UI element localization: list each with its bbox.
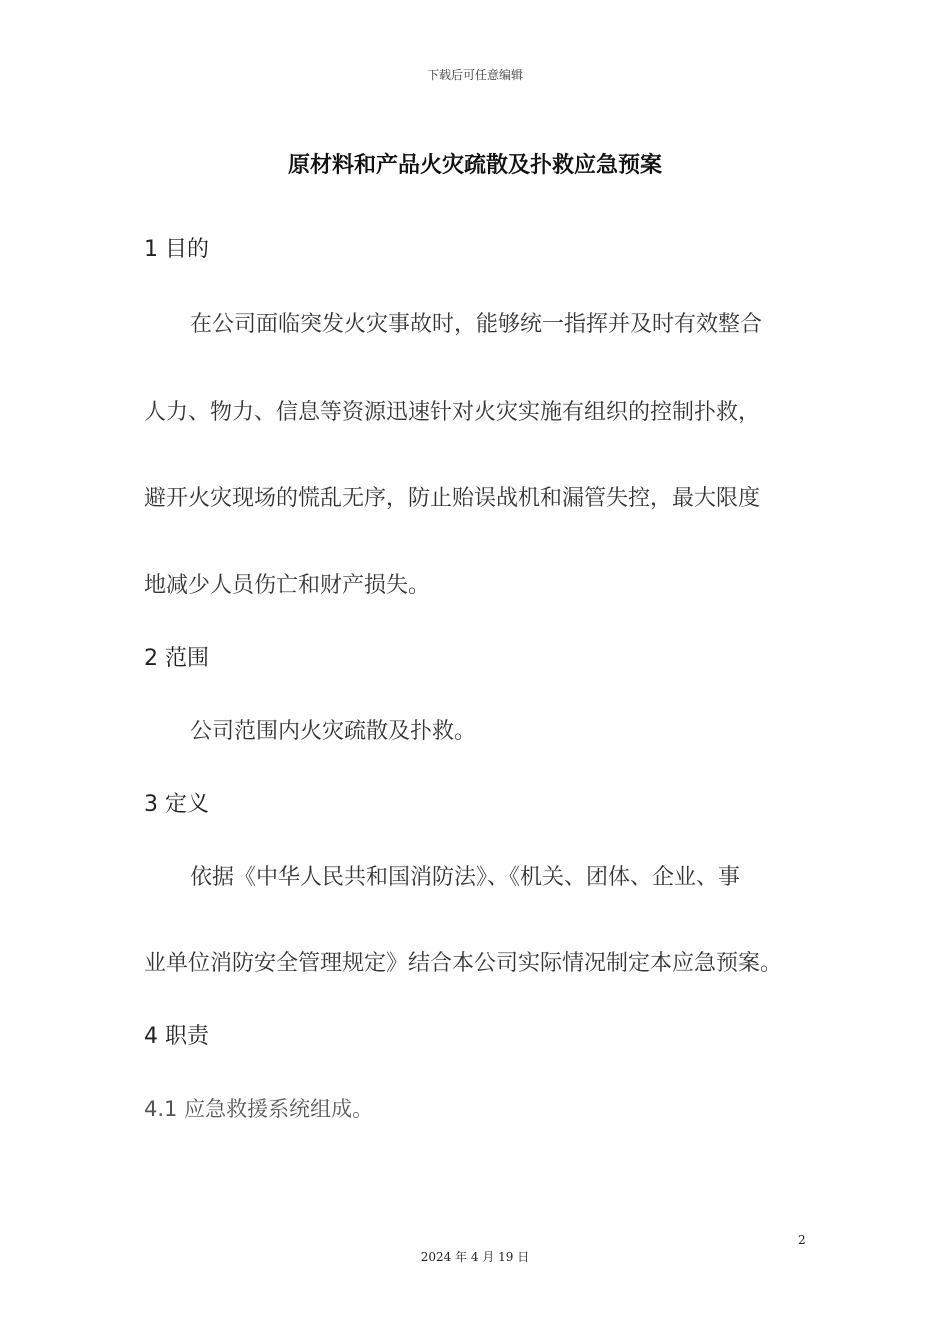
section-1-paragraph-line: 在公司面临突发火灾事故时，能够统一指挥并及时有效整合: [190, 312, 763, 337]
section-4-heading: 4 职责: [144, 1024, 209, 1049]
header-note: 下载后可任意编辑: [426, 68, 523, 82]
section-3-paragraph-line: 业单位消防安全管理规定》结合本公司实际情况制定本应急预案。: [144, 951, 783, 976]
document-title: 原材料和产品火灾疏散及扑救应急预案: [287, 153, 662, 178]
section-1-paragraph-line: 避开火灾现场的慌乱无序，防止贻误战机和漏管失控，最大限度: [144, 486, 761, 511]
section-4-1-subheading: 4.1 应急救援系统组成。: [144, 1097, 374, 1121]
footer-date: 2024 年 4 月 19 日: [420, 1250, 530, 1264]
page-number: 2: [798, 1233, 806, 1247]
section-1-heading: 1 目的: [144, 237, 209, 262]
section-1-paragraph-line: 人力、物力、信息等资源迅速针对火灾实施有组织的控制扑救，: [144, 400, 761, 425]
section-1-paragraph-line: 地减少人员伤亡和财产损失。: [144, 573, 431, 598]
section-2-paragraph-line: 公司范围内火灾疏散及扑救。: [190, 719, 477, 744]
section-2-heading: 2 范围: [144, 646, 209, 671]
section-3-heading: 3 定义: [144, 792, 209, 817]
section-3-paragraph-line: 依据《中华人民共和国消防法》、《机关、团体、企业、事: [190, 865, 741, 890]
